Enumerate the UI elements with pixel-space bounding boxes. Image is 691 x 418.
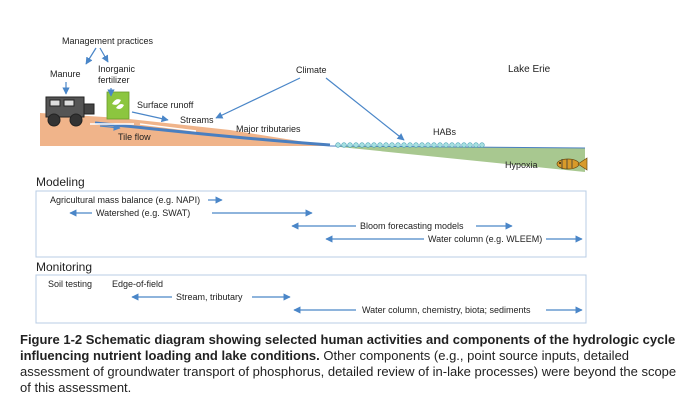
monitoring-soil-testing: Soil testing xyxy=(48,279,93,289)
caption-text: Other components (e.g., point source inputs, detailed assessment of groundwater transport of phosphorus, detailed review of in-lake processes) were beyond the scope of this assessment. xyxy=(20,348,677,395)
modeling-bloom: Bloom forecasting models xyxy=(360,221,464,231)
label-surface-runoff: Surface runoff xyxy=(137,100,194,110)
monitoring-edge-of-field: Edge-of-field xyxy=(112,279,164,289)
modeling-title: Modeling xyxy=(36,175,85,189)
label-tile-flow: Tile flow xyxy=(118,132,151,142)
monitoring-title: Monitoring xyxy=(36,260,93,274)
arrow-mgmt-to-manure xyxy=(86,48,96,64)
arrow-mgmt-to-fertilizer xyxy=(100,48,108,62)
label-management-practices: Management practices xyxy=(62,36,154,46)
label-inorganic: Inorganic xyxy=(98,64,136,74)
modeling-swat: Watershed (e.g. SWAT) xyxy=(96,208,191,218)
caption-bold: Figure 1-2 Schematic diagram showing selected human activities and components of the hydrologic cycle influencing nutrient loading and lake conditions. xyxy=(20,332,676,363)
modeling-napi: Agricultural mass balance (e.g. NAPI) xyxy=(50,195,201,205)
label-major-tributaries: Major tributaries xyxy=(236,124,301,134)
modeling-wleem: Water column (e.g. WLEEM) xyxy=(428,234,543,244)
arrow-surface-runoff xyxy=(132,112,168,120)
habs-bubbles xyxy=(336,143,485,148)
figure-caption xyxy=(20,332,680,396)
label-hypoxia: Hypoxia xyxy=(505,160,538,170)
monitoring-stream: Stream, tributary xyxy=(176,292,243,302)
label-lake-erie: Lake Erie xyxy=(508,64,551,75)
label-climate: Climate xyxy=(296,65,327,75)
arrow-climate-to-land xyxy=(216,78,300,118)
fertilizer-bag-icon xyxy=(107,92,129,119)
arrow-climate-to-lake xyxy=(326,78,404,140)
label-manure: Manure xyxy=(50,69,81,79)
monitoring-water-column: Water column, chemistry, biota; sediments xyxy=(362,305,531,315)
label-habs: HABs xyxy=(433,127,457,137)
lake-wedge xyxy=(330,146,585,172)
label-fertilizer: fertilizer xyxy=(98,75,130,85)
label-streams: Streams xyxy=(180,115,214,125)
